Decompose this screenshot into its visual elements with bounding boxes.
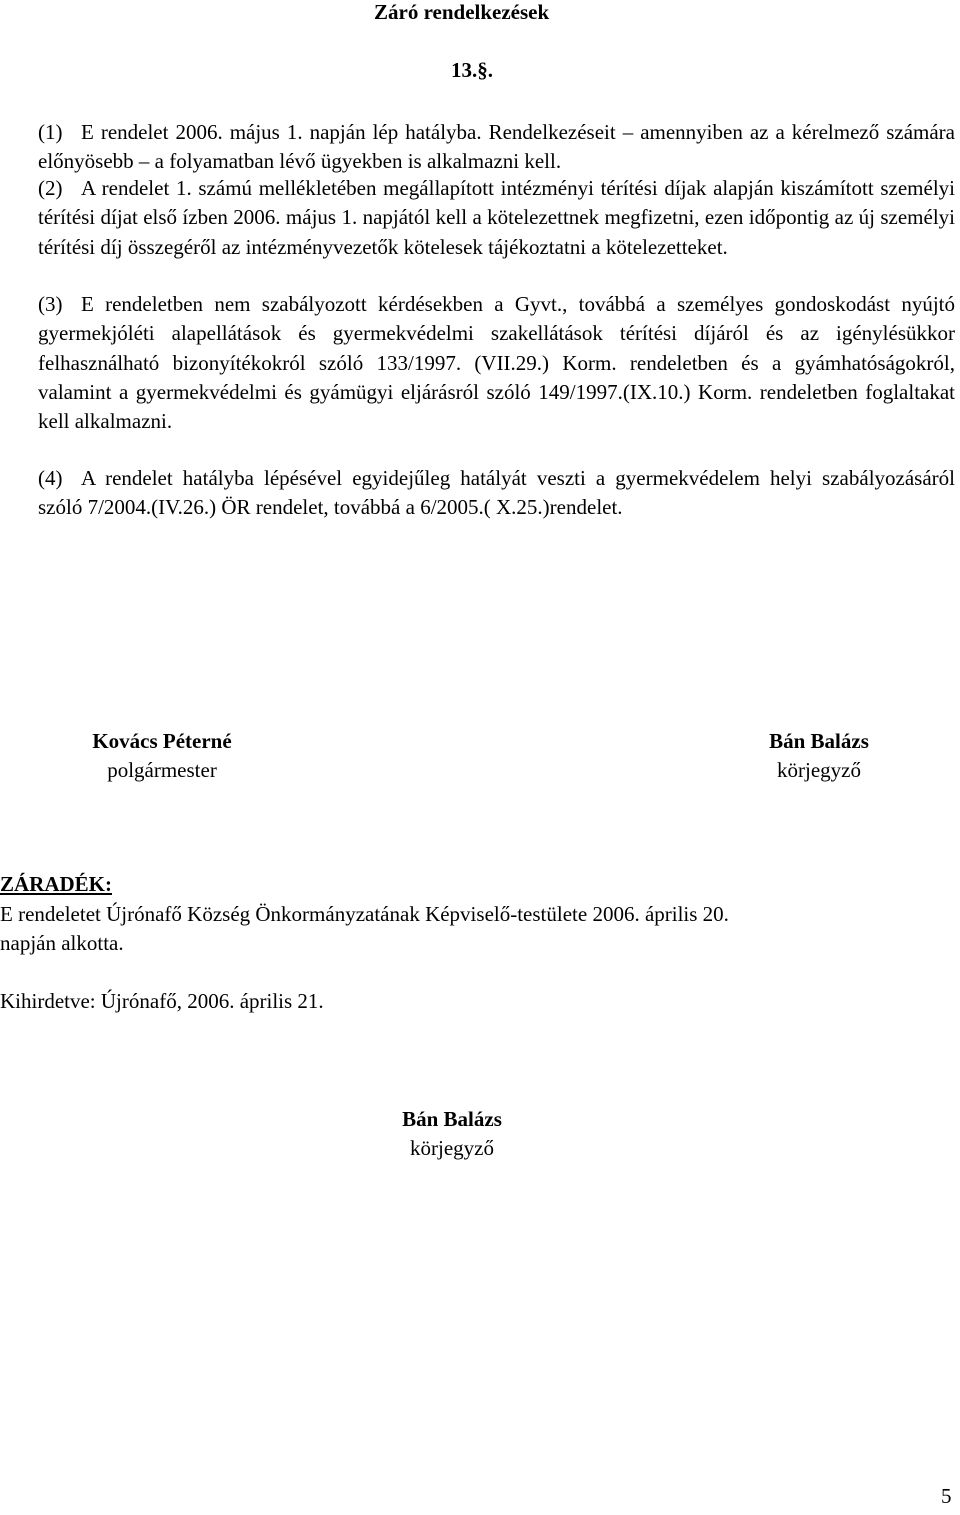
clause-line-2: napján alkotta. xyxy=(0,931,124,955)
paragraph-number: (4) xyxy=(38,466,63,490)
signature-notary xyxy=(719,727,919,785)
signatory-role: körjegyző xyxy=(777,758,861,782)
final-signature xyxy=(352,1105,552,1163)
paragraph-text: A rendelet 1. számú mellékletében megállapított intézményi térítési díjak alapján kiszámított személyi térítési díjat első ízben 2006. május 1. napjától kell a kötelezettnek megfizetni, ezen időpontig az új személyi térítési díj összegéről az intézményvezetők kötelesek tájékoztatni a kötelezetteket. xyxy=(38,176,955,259)
paragraph-3 xyxy=(38,290,955,436)
paragraph-text: E rendelet 2006. május 1. napján lép hatályba. Rendelkezéseit – amennyiben az a kérelmező számára előnyösebb – a folyamatban lévő ügyekben is alkalmazni kell. xyxy=(38,120,955,174)
clause-line-1: E rendeletet Újrónafő Község Önkormányzatának Képviselő-testülete 2006. április 20. xyxy=(0,902,729,926)
paragraph-number: (3) xyxy=(38,292,63,316)
signature-mayor xyxy=(62,727,262,785)
section-number: 13.§. xyxy=(451,58,493,82)
paragraph-1 xyxy=(38,118,955,177)
signatory-role: polgármester xyxy=(107,758,217,782)
signatory-name: Bán Balázs xyxy=(402,1107,502,1131)
paragraph-text: A rendelet hatályba lépésével egyidejűleg hatályát veszti a gyermekvédelem helyi szabályozásáról szóló 7/2004.(IV.26.) ÖR rendelet, továbbá a 6/2005.( X.25.)rendelet. xyxy=(38,466,955,520)
page-number: 5 xyxy=(941,1484,952,1508)
section-heading: Záró rendelkezések xyxy=(374,0,550,24)
signatory-role: körjegyző xyxy=(410,1136,494,1160)
paragraph-number: (1) xyxy=(38,120,63,144)
signatory-name: Bán Balázs xyxy=(769,729,869,753)
signatory-name: Kovács Péterné xyxy=(92,729,232,753)
promulgation-line: Kihirdetve: Újrónafő, 2006. április 21. xyxy=(0,989,324,1013)
paragraph-number: (2) xyxy=(38,176,63,200)
paragraph-2 xyxy=(38,174,955,262)
paragraph-text: E rendeletben nem szabályozott kérdésekben a Gyvt., továbbá a személyes gondoskodást nyújtó gyermekjóléti alapellátások és gyermekvédelmi szakellátások térítési díjáról és az igénylésükkor felhasználható bizonyítékokról szóló 133/1997. (VII.29.) Korm. rendeletben és a gyámhatóságokról, valamint a gyermekvédelmi és gyámügyi eljárásról szóló 149/1997.(IX.10.) Korm. rendeletben foglaltakat kell alkalmazni. xyxy=(38,292,955,434)
clause-title: ZÁRADÉK: xyxy=(0,872,113,896)
paragraph-4 xyxy=(38,464,955,523)
